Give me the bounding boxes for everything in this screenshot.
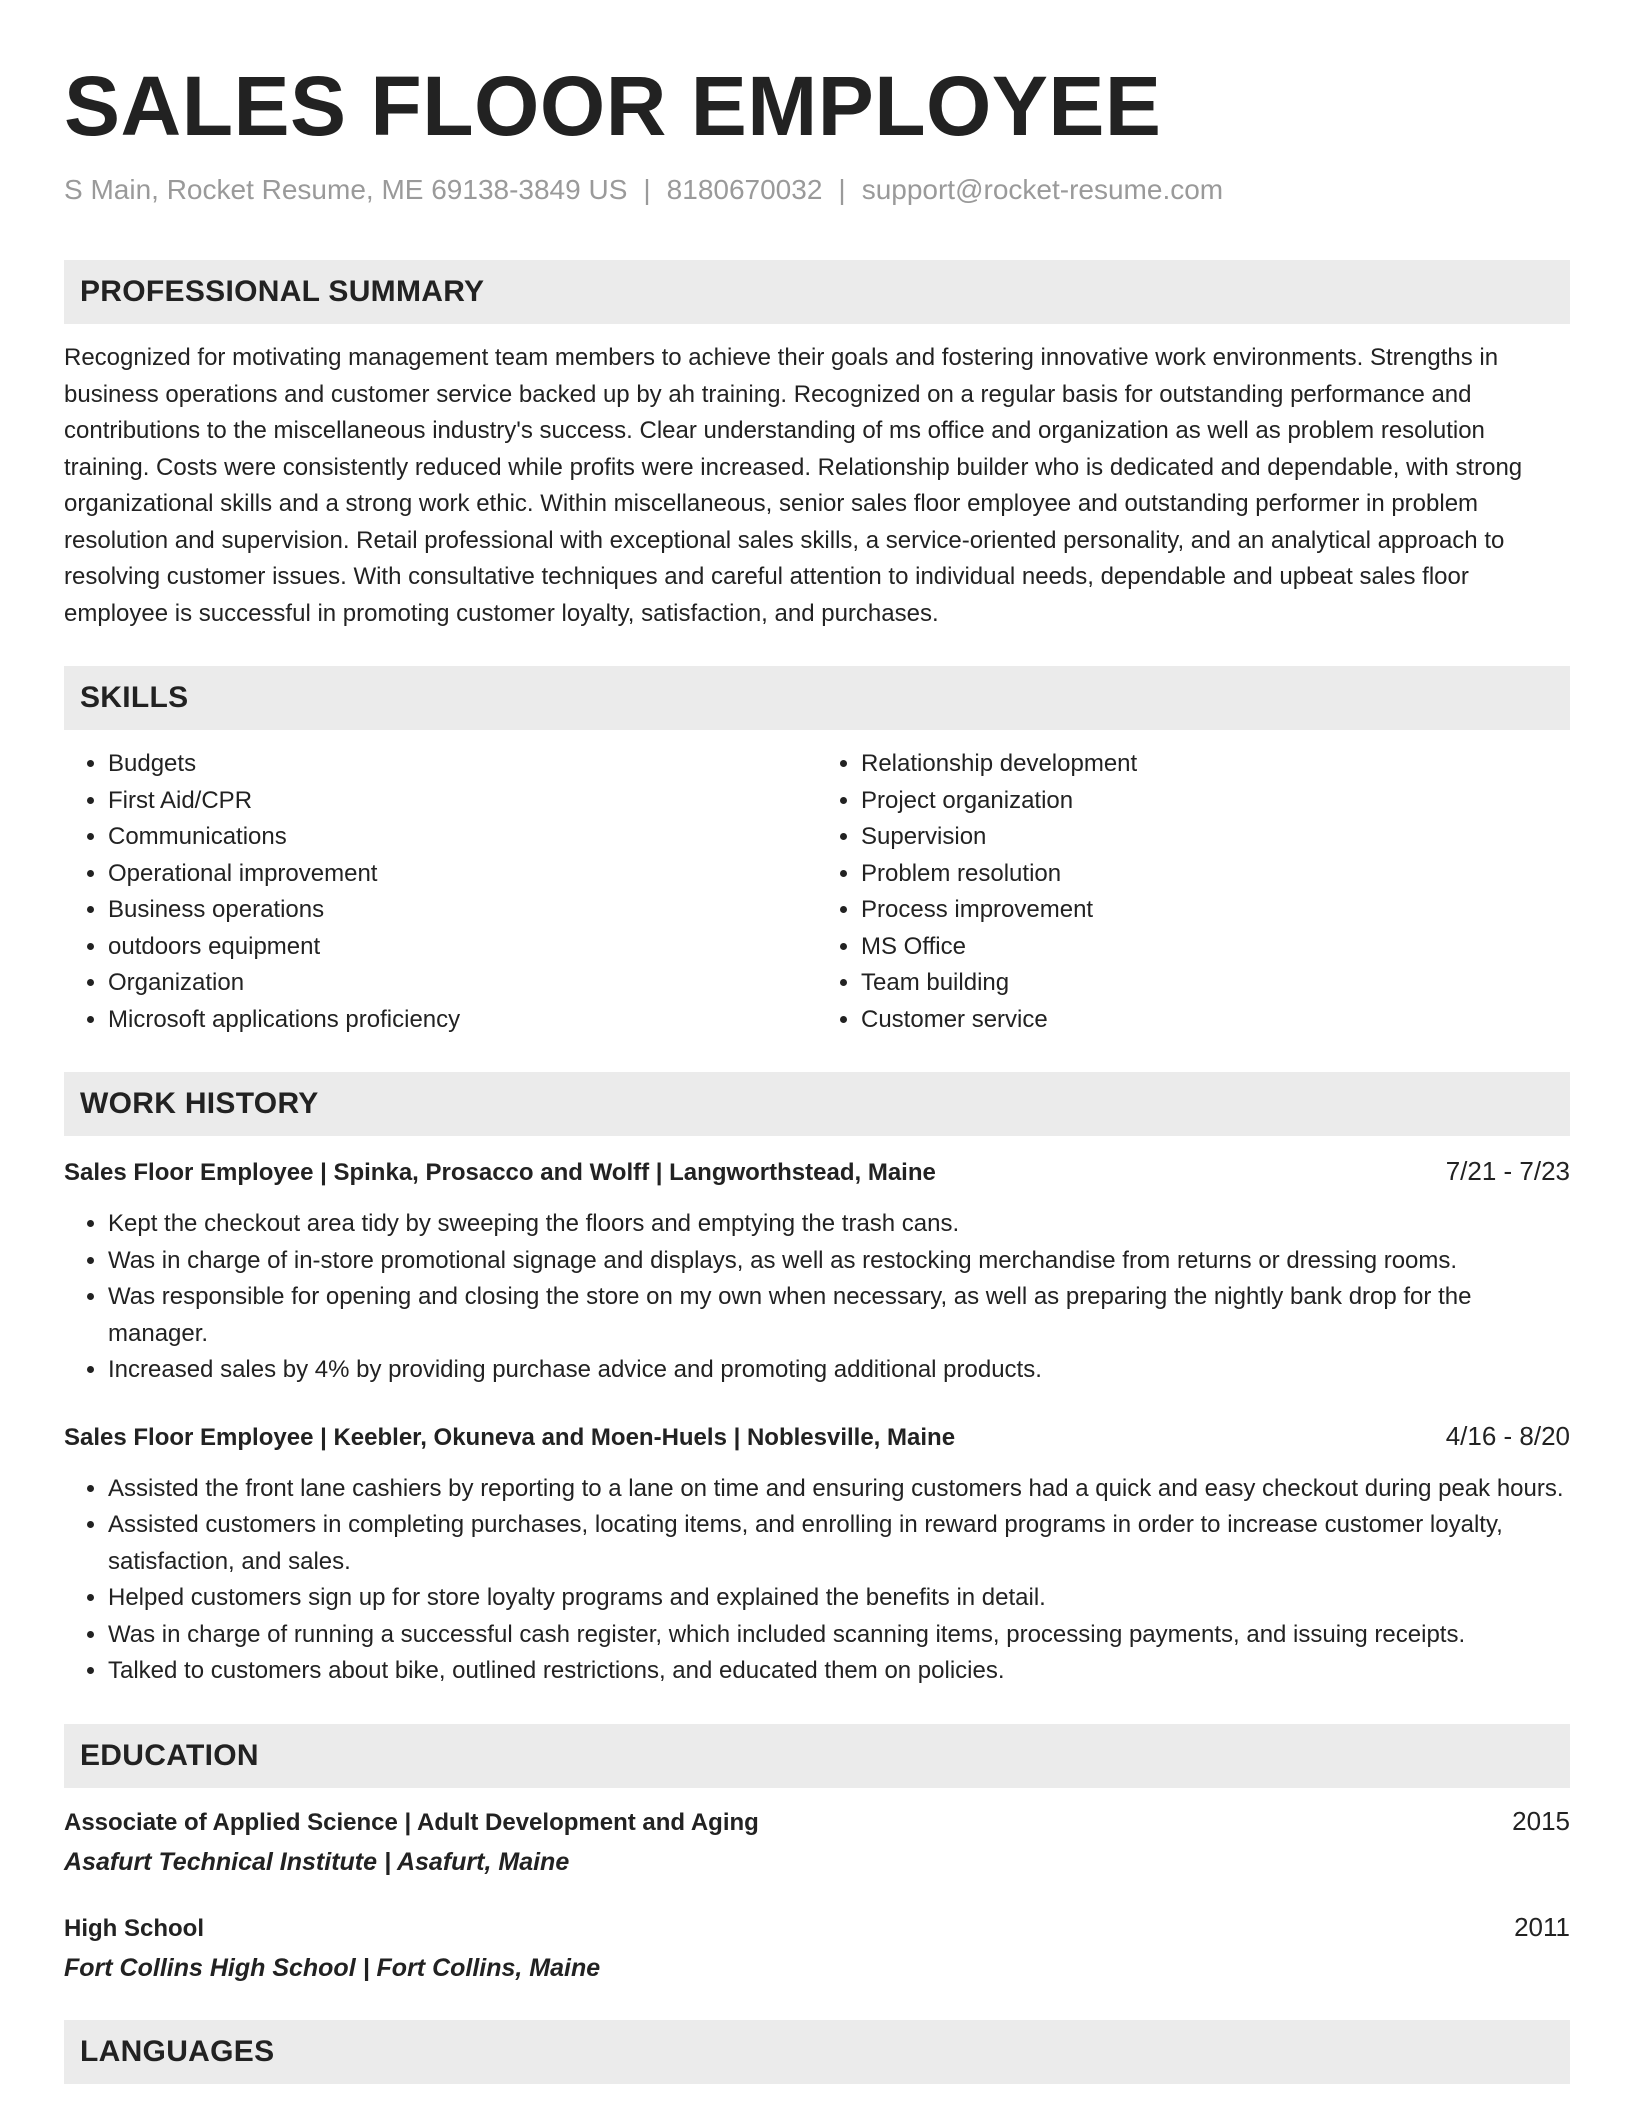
job-bullet: • Helped customers sign up for store loyalty programs and explained the benefits in detail. <box>108 1580 1570 1617</box>
contact-email: support@rocket-resume.com <box>861 174 1224 205</box>
job-title: Sales Floor Employee | Spinka, Prosacco and Wolff | Langworthstead, Maine <box>64 1159 936 1186</box>
skill-item: • Problem resolution <box>861 856 1570 893</box>
contact-line <box>64 172 1570 208</box>
education-school: Fort Collins High School | Fort Collins, Maine <box>64 1953 601 1982</box>
skills-list <box>64 746 1570 1038</box>
skill-item: • Project organization <box>861 783 1570 820</box>
contact-phone: 8180670032 <box>666 174 823 205</box>
skill-item: • First Aid/CPR <box>108 783 817 820</box>
job-header <box>64 1419 1570 1455</box>
education-year: 2011 <box>1514 1911 1570 1942</box>
job-entry <box>64 1419 1570 1690</box>
education-degree: High School <box>64 1914 204 1942</box>
job-bullet: • Talked to customers about bike, outlined restrictions, and educated them on policies. <box>108 1653 1570 1690</box>
skill-item: • Operational improvement <box>108 856 817 893</box>
skill-item: • Microsoft applications proficiency <box>108 1002 817 1039</box>
section-heading-education: EDUCATION <box>64 1724 1570 1788</box>
skill-item: • Customer service <box>861 1002 1570 1039</box>
job-bullet: • Assisted customers in completing purchases, locating items, and enrolling in reward programs in order to increase customer loyalty, satisfaction, and sales. <box>108 1507 1570 1580</box>
candidate-name: SALES FLOOR EMPLOYEE <box>64 59 1162 153</box>
skills-column-right <box>817 746 1570 1038</box>
job-bullet: • Was in charge of running a successful cash register, which included scanning items, processing payments, and issuing receipts. <box>108 1617 1570 1654</box>
skills-column-left <box>64 746 817 1038</box>
education-header <box>64 1910 1570 1946</box>
job-title: Sales Floor Employee | Keebler, Okuneva and Moen-Huels | Noblesville, Maine <box>64 1423 956 1451</box>
job-dates: 7/21 - 7/23 <box>1445 1156 1570 1186</box>
job-bullet: • Assisted the front lane cashiers by reporting to a lane on time and ensuring customers had a quick and easy checkout during peak hours. <box>108 1471 1570 1508</box>
section-heading-languages: LANGUAGES <box>64 2020 1570 2084</box>
skill-item: • Supervision <box>861 819 1570 856</box>
section-heading-summary: PROFESSIONAL SUMMARY <box>64 260 1570 324</box>
skill-item: • Process improvement <box>861 892 1570 929</box>
skill-item: • Communications <box>108 819 817 856</box>
education-school: Asafurt Technical Institute | Asafurt, Maine <box>64 1847 570 1876</box>
contact-separator: | <box>838 174 846 205</box>
skill-item: • Relationship development <box>861 746 1570 783</box>
job-bullets <box>64 1206 1570 1389</box>
job-bullet: • Kept the checkout area tidy by sweeping the floors and emptying the trash cans. <box>108 1206 1570 1243</box>
summary-text: Recognized for motivating management team members to achieve their goals and fostering innovative work environments. Strengths in business operations and customer service backed up by ah training. Recognized on a regular basis for outstanding performance and contributions to the miscellaneous industry's success. Clear understanding of ms office and organization as well as problem resolution training. Costs were consistently reduced while profits were increased. Relationship builder who is dedicated and dependable, with strong organizational skills and a strong work ethic. Within miscellaneous, senior sales floor employee and outstanding performer in problem resolution and supervision. Retail professional with exceptional sales skills, a service-oriented personality, and an analytical approach to resolving customer issues. With consultative techniques and careful attention to individual needs, dependable and upbeat sales floor employee is successful in promoting customer loyalty, satisfaction, and purchases. <box>64 344 1523 627</box>
education-degree: Associate of Applied Science | Adult Development and Aging <box>64 1808 759 1836</box>
skill-item: • Business operations <box>108 892 817 929</box>
skill-item: • Team building <box>861 965 1570 1002</box>
education-entry <box>64 1804 1570 1880</box>
section-heading-work-history: WORK HISTORY <box>64 1072 1570 1136</box>
education-entry <box>64 1910 1570 1986</box>
job-header <box>64 1154 1570 1190</box>
job-bullets <box>64 1471 1570 1690</box>
contact-address: S Main, Rocket Resume, ME 69138-3849 US <box>64 174 628 205</box>
job-dates: 4/16 - 8/20 <box>1445 1420 1570 1451</box>
job-entry <box>64 1154 1570 1389</box>
education-header <box>64 1804 1570 1840</box>
skill-item: • MS Office <box>861 929 1570 966</box>
job-bullet: • Was responsible for opening and closing the store on my own when necessary, as well as preparing the nightly bank drop for the manager. <box>108 1279 1570 1352</box>
job-bullet: • Was in charge of in-store promotional signage and displays, as well as restocking merchandise from returns or dressing rooms. <box>108 1243 1570 1280</box>
section-heading-skills: SKILLS <box>64 666 1570 730</box>
skill-item: • Organization <box>108 965 817 1002</box>
contact-separator: | <box>643 174 651 205</box>
skill-item: • Budgets <box>108 746 817 783</box>
education-year: 2015 <box>1512 1805 1570 1836</box>
job-bullet: • Increased sales by 4% by providing purchase advice and promoting additional products. <box>108 1352 1570 1389</box>
skill-item: • outdoors equipment <box>108 929 817 966</box>
